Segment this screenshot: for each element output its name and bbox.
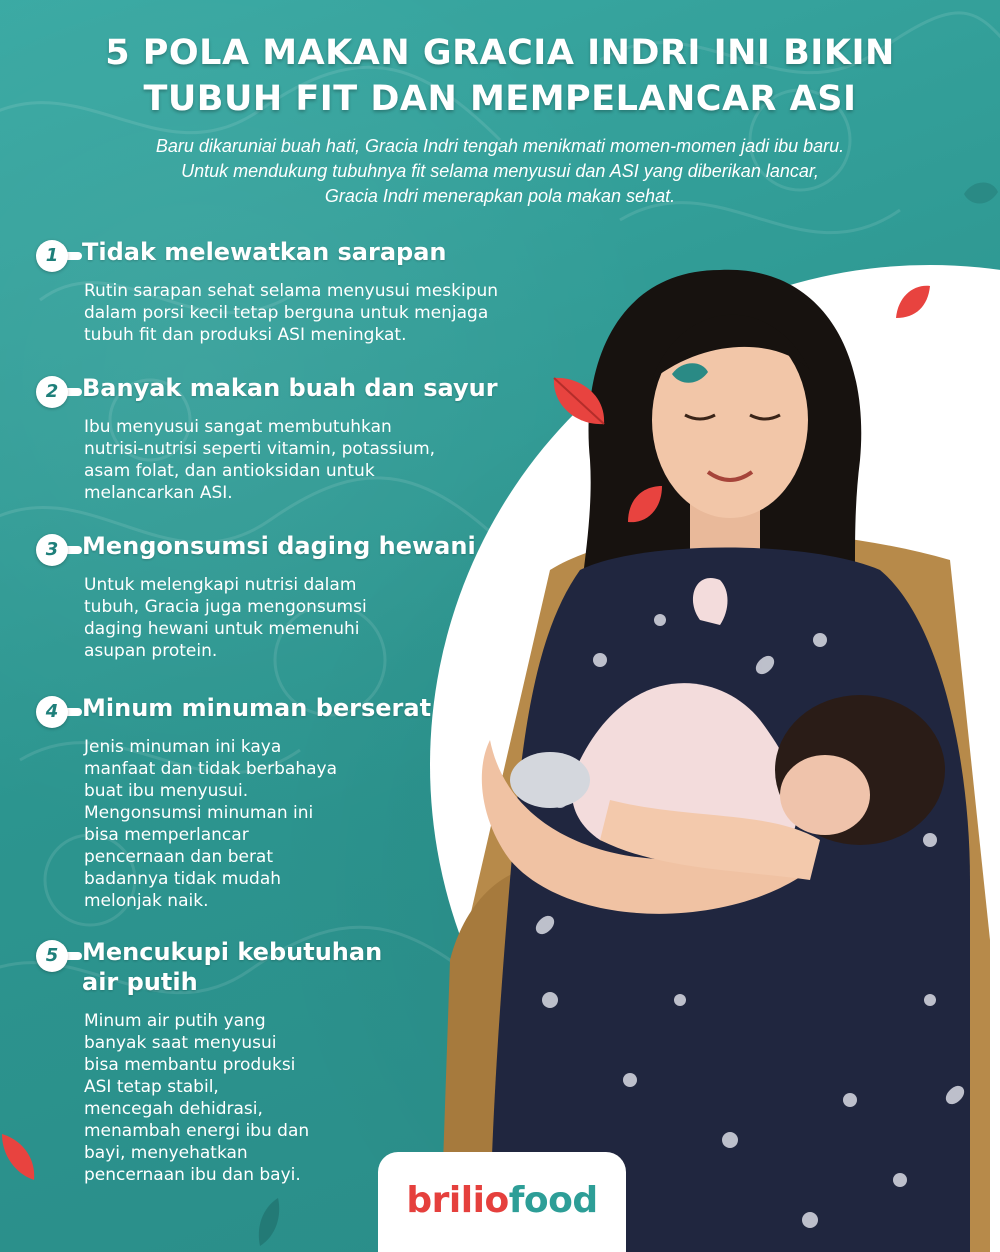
intro-line-3: Gracia Indri menerapkan pola makan sehat. xyxy=(324,186,676,206)
tip-2-title: Banyak makan buah dan sayur xyxy=(82,374,498,402)
tip-1-description: Rutin sarapan sehat selama menyusui meskipun dalam porsi kecil tetap berguna untuk menjaga tubuh fit dan produksi ASI meningkat. xyxy=(84,281,499,345)
page-title-line-1: 5 POLA MAKAN GRACIA INDRI INI BIKIN xyxy=(105,33,895,73)
teal-leaf-icon xyxy=(254,1196,284,1248)
page-title-line-2: TUBUH FIT DAN MEMPELANCAR ASI xyxy=(143,79,857,119)
red-leaf-icon xyxy=(624,482,666,528)
mother-and-baby-photo xyxy=(430,240,1000,1252)
tip-2-description: Ibu menyusui sangat membutuhkan nutrisi-nutrisi seperti vitamin, potassium, asam folat, dan antioksidan untuk melancarkan ASI. xyxy=(84,417,436,503)
intro-line-1: Baru dikaruniai buah hati, Gracia Indri tengah menikmati momen-momen jadi ibu baru. xyxy=(155,136,845,156)
tip-1-title: Tidak melewatkan sarapan xyxy=(82,238,447,266)
logo-part-food: food xyxy=(508,1180,598,1221)
intro-line-2: Untuk mendukung tubuhnya fit selama menyusui dan ASI yang diberikan lancar, xyxy=(181,161,819,181)
tip-5-title: Mencukupi kebutuhan air putih xyxy=(82,938,383,996)
tip-1-number-badge: 1 xyxy=(36,240,68,272)
tip-4-description: Jenis minuman ini kaya manfaat dan tidak berbahaya buat ibu menyusui. Mengonsumsi minuman ini bisa memperlancar pencernaan dan berat badannya tidak mudah melonjak naik. xyxy=(84,737,337,911)
intro-text xyxy=(40,134,960,209)
tip-3-description: Untuk melengkapi nutrisi dalam tubuh, Gracia juga mengonsumsi daging hewani untuk memenuhi asupan protein. xyxy=(84,575,367,661)
tip-3-title: Mengonsumsi daging hewani xyxy=(82,532,476,560)
teal-leaf-icon xyxy=(962,176,1000,210)
red-leaf-icon xyxy=(0,1130,40,1184)
red-leaf-icon xyxy=(548,372,612,432)
tip-4-number-badge: 4 xyxy=(36,696,68,728)
brand-logo-text xyxy=(378,1180,626,1221)
tip-4-title: Minum minuman berserat xyxy=(82,694,432,722)
logo-part-brilio: brilio xyxy=(406,1180,509,1221)
page-title xyxy=(20,30,980,122)
tip-5-number-badge: 5 xyxy=(36,940,68,972)
tip-3-number-badge: 3 xyxy=(36,534,68,566)
red-leaf-icon xyxy=(892,282,934,322)
teal-leaf-icon xyxy=(670,358,710,388)
tip-2-number-badge: 2 xyxy=(36,376,68,408)
brand-logo xyxy=(378,1152,626,1252)
tip-5-description: Minum air putih yang banyak saat menyusui bisa membantu produksi ASI tetap stabil, mencegah dehidrasi, menambah energi ibu dan bayi, menyehatkan pencernaan ibu dan bayi. xyxy=(84,1011,310,1185)
